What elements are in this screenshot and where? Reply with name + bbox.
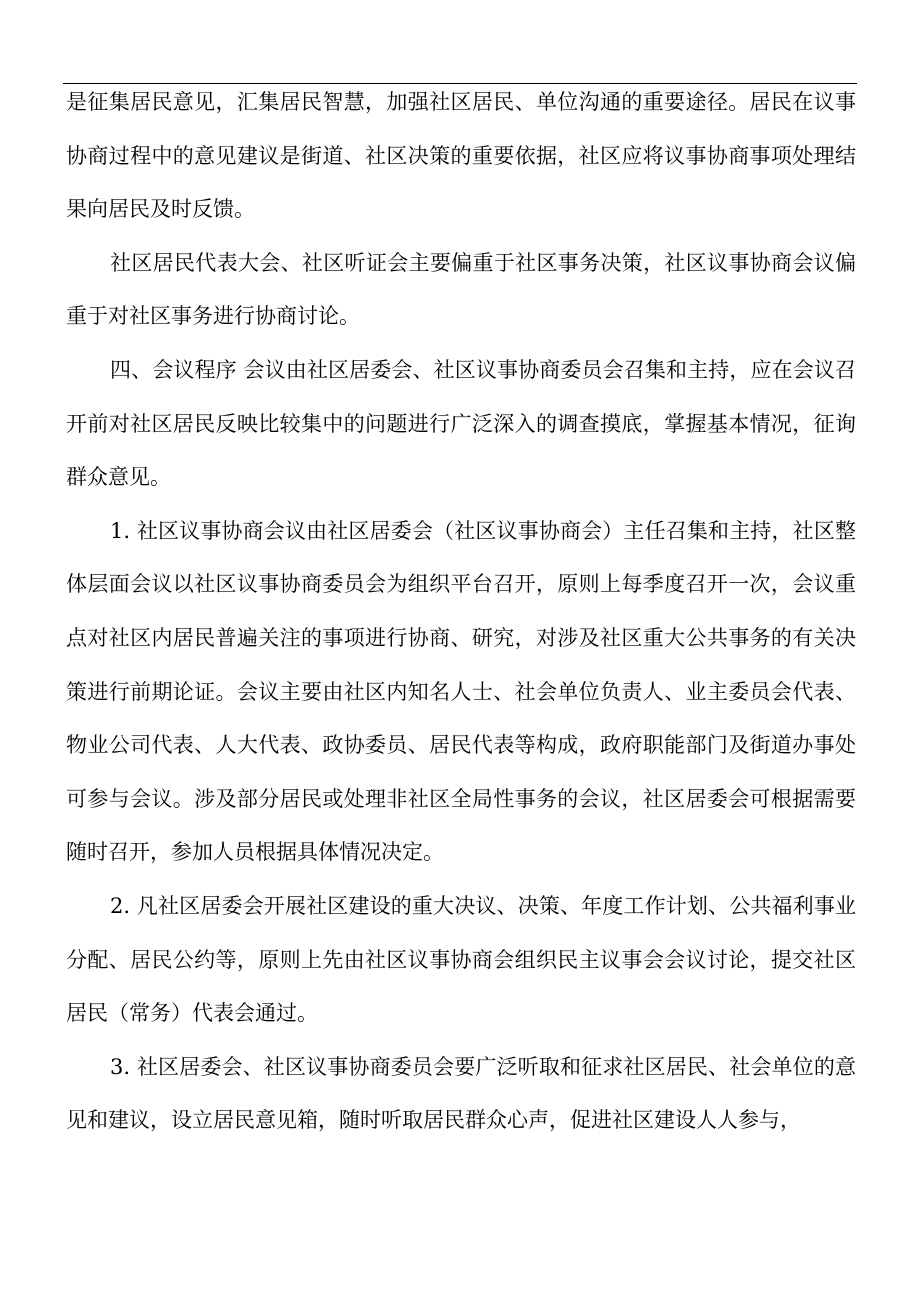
paragraph-continuation: 是征集居民意见，汇集居民智慧，加强社区居民、单位沟通的重要途径。居民在议事协商过程中的意见建议是街道、社区决策的重要依据，社区应将议事协商事项处理结果向居民及时反馈。 — [66, 90, 856, 222]
paragraph-meeting-procedure: 四、会议程序 会议由社区居委会、社区议事协商委员会召集和主持，应在会议召开前对社区居民反映比较集中的问题进行广泛深入的调查摸底，掌握基本情况，征询群众意见。 — [66, 357, 856, 490]
list-item-3: 3. 社区居委会、社区议事协商委员会要广泛听取和征求社区居民、社会单位的意见和建议，设立居民意见箱，随时听取居民群众心声，促进社区建设人人参与， — [66, 1054, 856, 1133]
list-item-1: 1. 社区议事协商会议由社区居委会（社区议事协商会）主任召集和主持，社区整体层面会议以社区议事协商委员会为组织平台召开，原则上每季度召开一次，会议重点对社区内居民普遍关注的事项进行协商、研究，对涉及社区重大公共事务的有关决策进行前期论证。会议主要由社区内知名人士、社会单位负责人、业主委员会代表、物业公司代表、人大代表、政协委员、居民代表等构成，政府职能部门及街道办事处可参与会议。涉及部分居民或处理非社区全局性事务的会议，社区居委会可根据需要随时召开，参加人员根据具体情况决定。 — [66, 518, 856, 865]
document-body — [66, 76, 856, 1148]
paragraph-decision-emphasis: 社区居民代表大会、社区听证会主要偏重于社区事务决策，社区议事协商会议偏重于对社区事务进行协商讨论。 — [66, 250, 856, 329]
list-item-2: 2. 凡社区居委会开展社区建设的重大决议、决策、年度工作计划、公共福利事业分配、居民公约等，原则上先由社区议事协商会组织民主议事会会议讨论，提交社区居民（常务）代表会通过。 — [66, 893, 856, 1026]
